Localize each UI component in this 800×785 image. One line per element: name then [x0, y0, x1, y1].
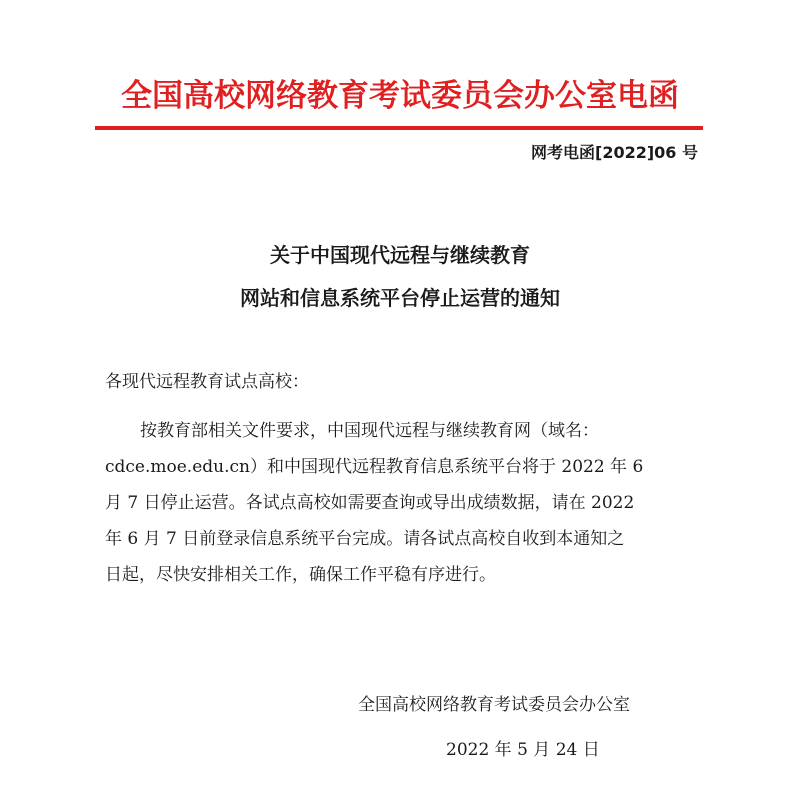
notice-title-line-2: 网站和信息系统平台停止运营的通知	[240, 286, 560, 310]
body-paragraph-line: cdce.moe.edu.cn）和中国现代远程教育信息系统平台将于 2022 年 6	[105, 457, 644, 477]
letterhead-title: 全国高校网络教育考试委员会办公室电函	[121, 78, 679, 114]
notice-title-line-1: 关于中国现代远程与继续教育	[270, 243, 530, 267]
salutation: 各现代远程教育试点高校：	[105, 372, 309, 392]
body-paragraph-line: 年 6 月 7 日前登录信息系统平台完成。请各试点高校自收到本通知之	[105, 529, 625, 549]
signature-date: 2022 年 5 月 24 日	[446, 740, 600, 760]
letterhead-red-rule	[95, 126, 703, 130]
body-paragraph-line: 月 7 日停止运营。各试点高校如需要查询或导出成绩数据，请在 2022	[105, 493, 635, 513]
document-number: 网考电函[2022]06 号	[531, 143, 698, 162]
signature-organization: 全国高校网络教育考试委员会办公室	[358, 695, 630, 715]
body-paragraph-line: 按教育部相关文件要求，中国现代远程与继续教育网（域名：	[140, 421, 599, 441]
body-paragraph-line: 日起，尽快安排相关工作，确保工作平稳有序进行。	[105, 565, 496, 585]
